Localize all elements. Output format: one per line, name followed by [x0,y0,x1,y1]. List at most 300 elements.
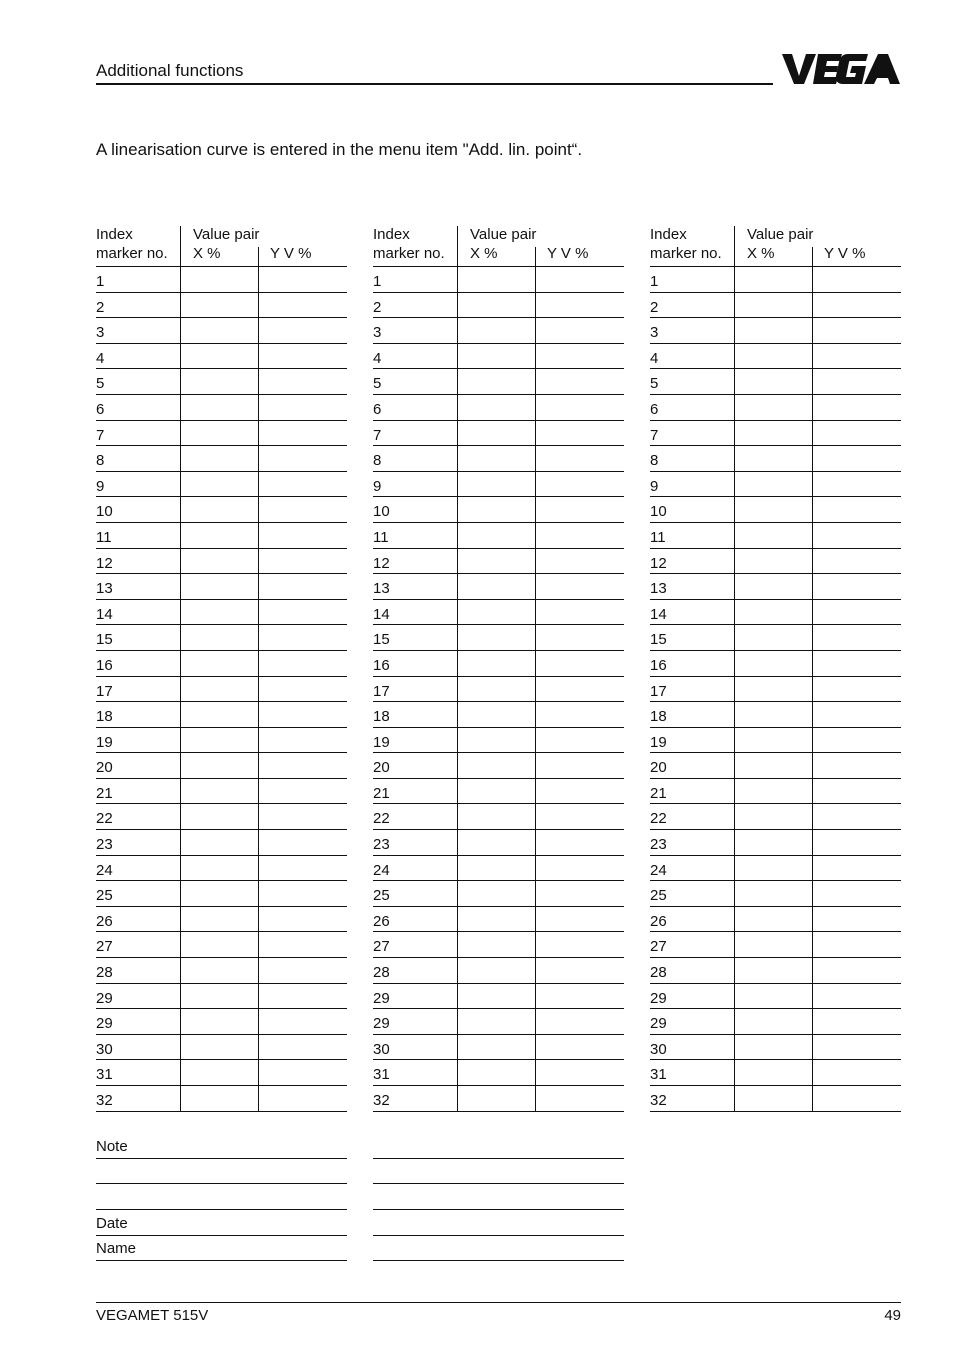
table-row [373,677,624,703]
table-row [650,881,901,907]
x-value-cell[interactable] [457,1035,458,1060]
row-index: 18 [373,708,390,726]
row-index: 21 [650,784,667,802]
x-value-cell[interactable] [457,651,458,676]
x-value-cell[interactable] [180,574,181,599]
y-value-cell[interactable] [812,1035,813,1060]
row-index: 29 [96,1015,113,1033]
x-value-cell[interactable] [734,984,735,1009]
x-value-cell[interactable] [180,497,181,522]
row-index: 31 [96,1066,113,1084]
table-row [96,446,347,472]
table-row [650,523,901,549]
x-value-cell[interactable] [457,523,458,548]
table-row [373,293,624,319]
header-rule [96,83,773,85]
x-value-cell[interactable] [734,932,735,957]
x-value-cell[interactable] [457,318,458,343]
x-value-cell[interactable] [457,702,458,727]
x-value-cell[interactable] [734,958,735,983]
table-row [373,446,624,472]
y-value-cell[interactable] [812,267,813,292]
x-value-cell[interactable] [180,625,181,650]
row-index: 7 [373,426,382,444]
y-value-cell[interactable] [812,958,813,983]
table-row [96,958,347,984]
table-row [96,472,347,498]
y-value-cell[interactable] [812,421,813,446]
y-value-cell[interactable] [535,1086,536,1111]
row-index: 29 [650,1015,667,1033]
table-row [650,421,901,447]
y-value-cell[interactable] [535,1035,536,1060]
x-value-cell[interactable] [457,677,458,702]
table-row [650,856,901,882]
y-value-cell[interactable] [812,625,813,650]
x-value-cell[interactable] [734,881,735,906]
x-value-cell[interactable] [180,881,181,906]
x-value-cell[interactable] [457,753,458,778]
y-value-cell[interactable] [258,318,259,343]
table-row [650,651,901,677]
x-value-cell[interactable] [734,753,735,778]
row-index: 18 [650,708,667,726]
row-index: 6 [650,400,659,418]
table-row [96,625,347,651]
x-value-cell[interactable] [180,779,181,804]
y-value-cell[interactable] [258,395,259,420]
table-row [96,907,347,933]
row-index: 28 [96,964,113,982]
y-value-cell[interactable] [258,1086,259,1111]
x-value-cell[interactable] [457,293,458,318]
row-index: 6 [96,400,105,418]
y-value-cell[interactable] [535,523,536,548]
table-row [96,395,347,421]
intro-text: A linearisation curve is entered in the menu item "Add. lin. point“. [96,140,583,159]
row-index: 15 [373,631,390,649]
x-value-cell[interactable] [734,1009,735,1034]
x-value-cell[interactable] [734,856,735,881]
y-value-cell[interactable] [812,702,813,727]
y-value-cell[interactable] [258,600,259,625]
y-value-cell[interactable] [812,395,813,420]
x-value-cell[interactable] [180,318,181,343]
header-x-percent: X % [747,245,775,262]
y-value-cell[interactable] [258,523,259,548]
x-value-cell[interactable] [457,984,458,1009]
y-value-cell[interactable] [258,856,259,881]
table-row [650,907,901,933]
y-value-cell[interactable] [535,753,536,778]
x-value-cell[interactable] [734,318,735,343]
y-value-cell[interactable] [535,1009,536,1034]
y-value-cell[interactable] [258,549,259,574]
y-value-cell[interactable] [812,728,813,753]
x-value-cell[interactable] [180,907,181,932]
x-value-cell[interactable] [734,497,735,522]
y-value-cell[interactable] [812,804,813,829]
y-value-cell[interactable] [535,984,536,1009]
table-row [650,318,901,344]
row-index: 2 [650,298,659,316]
y-value-cell[interactable] [535,779,536,804]
x-value-cell[interactable] [457,779,458,804]
x-value-cell[interactable] [180,702,181,727]
x-value-cell[interactable] [734,1060,735,1085]
x-value-cell[interactable] [734,369,735,394]
x-value-cell[interactable] [734,344,735,369]
y-value-cell[interactable] [258,677,259,702]
y-value-cell[interactable] [812,856,813,881]
y-value-cell[interactable] [535,421,536,446]
row-index: 30 [373,1040,390,1058]
x-value-cell[interactable] [180,804,181,829]
table-row [650,779,901,805]
x-value-cell[interactable] [457,369,458,394]
x-value-cell[interactable] [734,625,735,650]
row-index: 21 [96,784,113,802]
table-row [650,446,901,472]
y-value-cell[interactable] [812,549,813,574]
y-value-cell[interactable] [812,677,813,702]
x-value-cell[interactable] [180,1086,181,1111]
x-value-cell[interactable] [180,344,181,369]
x-value-cell[interactable] [457,856,458,881]
row-index: 4 [373,349,382,367]
y-value-cell[interactable] [535,702,536,727]
x-value-cell[interactable] [734,677,735,702]
table-row [96,804,347,830]
row-index: 24 [373,861,390,879]
x-value-cell[interactable] [457,1009,458,1034]
table-row [650,932,901,958]
x-value-cell[interactable] [734,600,735,625]
y-value-cell[interactable] [258,344,259,369]
x-value-cell[interactable] [180,369,181,394]
x-value-cell[interactable] [180,600,181,625]
x-value-cell[interactable] [734,804,735,829]
y-value-cell[interactable] [535,881,536,906]
y-value-cell[interactable] [812,446,813,471]
x-value-cell[interactable] [457,1060,458,1085]
y-value-cell[interactable] [535,267,536,292]
y-value-cell[interactable] [535,549,536,574]
y-value-cell[interactable] [535,677,536,702]
y-value-cell[interactable] [258,267,259,292]
row-index: 12 [96,554,113,572]
x-value-cell[interactable] [180,293,181,318]
y-value-cell[interactable] [812,497,813,522]
y-value-cell[interactable] [535,1060,536,1085]
x-value-cell[interactable] [457,267,458,292]
row-index: 17 [650,682,667,700]
x-value-cell[interactable] [457,907,458,932]
row-index: 11 [96,528,112,546]
x-value-cell[interactable] [457,1086,458,1111]
x-value-cell[interactable] [180,932,181,957]
y-value-cell[interactable] [258,625,259,650]
y-value-cell[interactable] [258,702,259,727]
table-row [650,753,901,779]
x-value-cell[interactable] [734,395,735,420]
y-value-cell[interactable] [258,293,259,318]
table-row [373,907,624,933]
y-value-cell[interactable] [535,625,536,650]
y-value-cell[interactable] [535,651,536,676]
row-index: 20 [373,759,390,777]
row-index: 26 [96,912,113,930]
footer-product: VEGAMET 515V [96,1307,209,1324]
x-value-cell[interactable] [180,1060,181,1085]
x-value-cell[interactable] [734,702,735,727]
y-value-cell[interactable] [812,651,813,676]
y-value-cell[interactable] [258,574,259,599]
x-value-cell[interactable] [457,600,458,625]
table-row [373,549,624,575]
x-value-cell[interactable] [734,523,735,548]
y-value-cell[interactable] [535,344,536,369]
y-value-cell[interactable] [535,804,536,829]
y-value-cell[interactable] [258,1035,259,1060]
note-label: Note [96,1138,128,1155]
x-value-cell[interactable] [457,395,458,420]
x-value-cell[interactable] [457,344,458,369]
y-value-cell[interactable] [535,932,536,957]
y-value-cell[interactable] [258,830,259,855]
row-index: 19 [96,733,113,751]
table-row [650,702,901,728]
row-index: 20 [96,759,113,777]
x-value-cell[interactable] [457,446,458,471]
header-x-percent: X % [193,245,221,262]
y-value-cell[interactable] [258,421,259,446]
y-value-cell[interactable] [258,779,259,804]
row-index: 3 [373,324,382,342]
y-value-cell[interactable] [535,958,536,983]
row-index: 27 [650,938,667,956]
row-index: 19 [650,733,667,751]
y-value-cell[interactable] [535,497,536,522]
x-value-cell[interactable] [180,446,181,471]
y-value-cell[interactable] [535,574,536,599]
row-index: 23 [96,836,113,854]
header-marker-no: marker no. [373,245,445,262]
x-value-cell[interactable] [180,1035,181,1060]
row-index: 29 [96,989,113,1007]
x-value-cell[interactable] [734,907,735,932]
row-index: 32 [373,1092,390,1109]
row-index: 15 [96,631,113,649]
y-value-cell[interactable] [258,1009,259,1034]
y-value-cell[interactable] [812,369,813,394]
x-value-cell[interactable] [180,856,181,881]
table-header [650,226,901,266]
y-value-cell[interactable] [258,881,259,906]
y-value-cell[interactable] [812,881,813,906]
y-value-cell[interactable] [258,446,259,471]
x-value-cell[interactable] [180,830,181,855]
y-value-cell[interactable] [812,753,813,778]
x-value-cell[interactable] [180,958,181,983]
row-index: 23 [373,836,390,854]
x-value-cell[interactable] [734,830,735,855]
y-value-cell[interactable] [535,395,536,420]
x-value-cell[interactable] [734,472,735,497]
x-value-cell[interactable] [734,651,735,676]
x-value-cell[interactable] [734,421,735,446]
x-value-cell[interactable] [734,446,735,471]
y-value-cell[interactable] [535,600,536,625]
row-index: 12 [373,554,390,572]
x-value-cell[interactable] [180,549,181,574]
row-index: 19 [373,733,390,751]
row-index: 11 [373,528,389,546]
y-value-cell[interactable] [535,856,536,881]
row-index: 32 [96,1092,113,1109]
row-index: 23 [650,836,667,854]
y-value-cell[interactable] [535,907,536,932]
y-value-cell[interactable] [535,830,536,855]
y-value-cell[interactable] [812,600,813,625]
section-title: Additional functions [96,61,244,80]
y-value-cell[interactable] [812,907,813,932]
table-row [96,318,347,344]
row-index: 25 [373,887,390,905]
name-label: Name [96,1240,137,1257]
header-index: Index [650,226,687,243]
y-value-cell[interactable] [812,293,813,318]
x-value-cell[interactable] [734,728,735,753]
x-value-cell[interactable] [180,267,181,292]
header-marker-no: marker no. [650,245,722,262]
y-value-cell[interactable] [812,932,813,957]
row-index: 18 [96,708,113,726]
row-index: 22 [96,810,113,828]
x-value-cell[interactable] [457,804,458,829]
table-row [373,830,624,856]
table-row [373,1035,624,1061]
table-row [650,549,901,575]
y-value-cell[interactable] [258,984,259,1009]
y-value-cell[interactable] [258,369,259,394]
y-value-cell[interactable] [258,1060,259,1085]
row-index: 2 [373,298,382,316]
y-value-cell[interactable] [812,472,813,497]
x-value-cell[interactable] [457,830,458,855]
table-row [373,1009,624,1035]
table-row [373,881,624,907]
row-index: 9 [650,477,659,495]
x-value-cell[interactable] [457,625,458,650]
x-value-cell[interactable] [457,497,458,522]
y-value-cell[interactable] [812,830,813,855]
table-row [96,779,347,805]
y-value-cell[interactable] [535,472,536,497]
x-value-cell[interactable] [734,267,735,292]
row-index: 9 [96,477,105,495]
y-value-cell[interactable] [812,574,813,599]
x-value-cell[interactable] [180,421,181,446]
y-value-cell[interactable] [258,497,259,522]
x-value-cell[interactable] [457,958,458,983]
table-row [373,369,624,395]
y-value-cell[interactable] [535,293,536,318]
y-value-cell[interactable] [812,318,813,343]
y-value-cell[interactable] [535,446,536,471]
y-value-cell[interactable] [258,651,259,676]
row-index: 17 [373,682,390,700]
x-value-cell[interactable] [180,1009,181,1034]
x-value-cell[interactable] [734,1035,735,1060]
row-index: 29 [373,989,390,1007]
table-row [96,881,347,907]
y-value-cell[interactable] [258,932,259,957]
table-row [96,1060,347,1086]
y-value-cell[interactable] [258,472,259,497]
y-value-cell[interactable] [535,728,536,753]
table-row [650,600,901,626]
x-value-cell[interactable] [457,472,458,497]
x-value-cell[interactable] [734,779,735,804]
x-value-cell[interactable] [457,549,458,574]
y-value-cell[interactable] [535,318,536,343]
y-value-cell[interactable] [258,804,259,829]
y-value-cell[interactable] [258,907,259,932]
x-value-cell[interactable] [457,574,458,599]
y-value-cell[interactable] [258,958,259,983]
x-value-cell[interactable] [180,984,181,1009]
x-value-cell[interactable] [180,651,181,676]
row-index: 13 [650,580,667,598]
x-value-cell[interactable] [180,677,181,702]
y-value-cell[interactable] [812,984,813,1009]
date-label: Date [96,1215,128,1232]
y-value-cell[interactable] [812,1086,813,1111]
x-value-cell[interactable] [457,421,458,446]
table-row [650,830,901,856]
y-value-cell[interactable] [812,523,813,548]
x-value-cell[interactable] [734,1086,735,1111]
row-index: 11 [650,528,666,546]
y-value-cell[interactable] [812,779,813,804]
table-row [373,421,624,447]
x-value-cell[interactable] [180,472,181,497]
y-value-cell[interactable] [812,1060,813,1085]
row-index: 29 [650,989,667,1007]
x-value-cell[interactable] [457,728,458,753]
x-value-cell[interactable] [180,523,181,548]
y-value-cell[interactable] [258,728,259,753]
x-value-cell[interactable] [180,728,181,753]
y-value-cell[interactable] [812,344,813,369]
x-value-cell[interactable] [734,549,735,574]
x-value-cell[interactable] [734,293,735,318]
x-value-cell[interactable] [457,881,458,906]
y-value-cell[interactable] [258,753,259,778]
x-value-cell[interactable] [457,932,458,957]
x-value-cell[interactable] [180,395,181,420]
table-row [650,1035,901,1061]
x-value-cell[interactable] [180,753,181,778]
row-index: 8 [650,452,659,470]
row-index: 22 [650,810,667,828]
y-value-cell[interactable] [535,369,536,394]
row-index: 29 [373,1015,390,1033]
row-index: 1 [96,273,105,290]
x-value-cell[interactable] [734,574,735,599]
y-value-cell[interactable] [812,1009,813,1034]
